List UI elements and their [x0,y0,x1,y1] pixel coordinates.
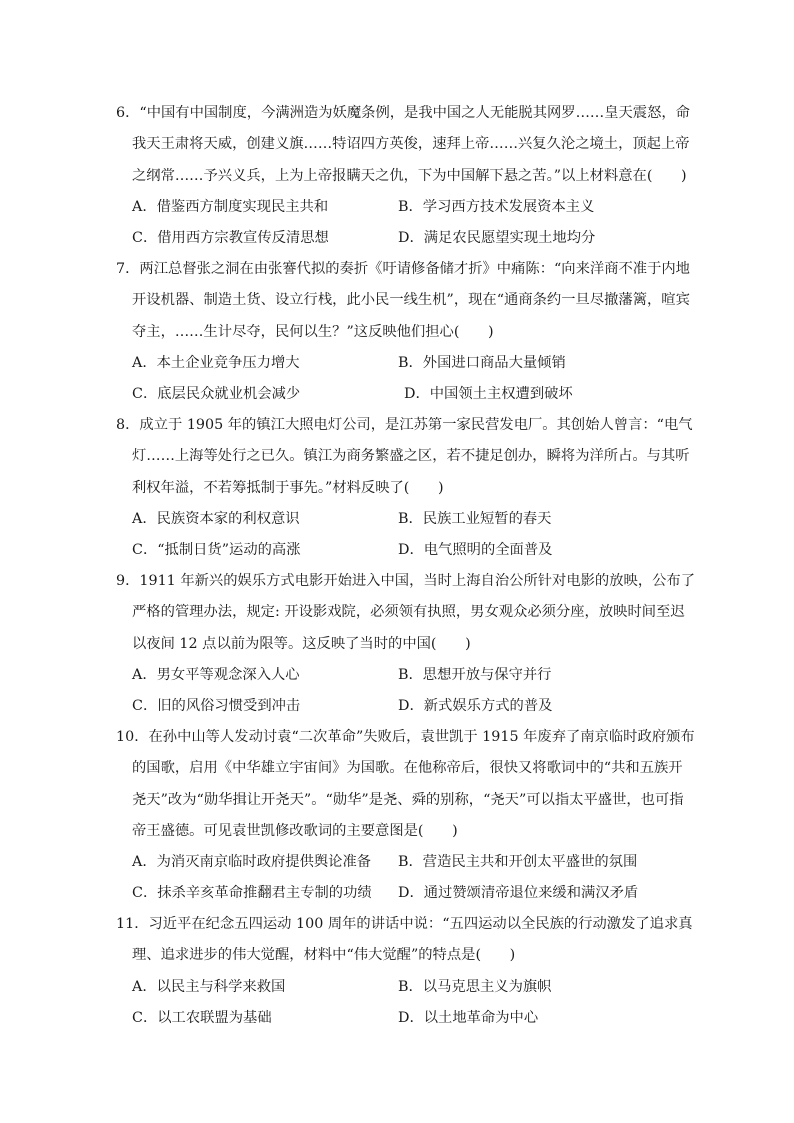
question-9-options-row-2 [132,691,682,722]
question-11-stem-line-1: 11．习近平在纪念五四运动 100 周年的讲话中说：“五四运动以全民族的行动激发了追求真 [116,916,693,932]
question-10-option-b[interactable]: B．营造民主共和开创太平盛世的氛围 [398,854,638,871]
question-10-options-row-1 [132,847,682,878]
question-6-option-c[interactable]: C．借用西方宗教宣传反清思想 [132,230,329,247]
question-6-option-d[interactable]: D．满足农民愿望实现土地均分 [398,230,596,247]
question-10-option-a[interactable]: A．为消灭南京临时政府提供舆论准备 [132,854,372,871]
question-6-option-a[interactable]: A．借鉴西方制度实现民主共和 [132,198,329,215]
question-7-options-row-1 [132,348,682,379]
question-11 [116,909,693,1034]
question-9-option-c[interactable]: C．旧的风俗习惯受到冲击 [132,698,301,715]
question-10-stem-line-3: 尧天”改为“勋华揖让开尧天”。“勋华”是尧、舜的别称，“尧天”可以指太平盛世，也可指 [132,791,684,808]
question-9-stem-line-2: 严格的管理办法，规定: 开设影戏院，必须领有执照，男女观众必须分座，放映时间至迟 [132,604,685,621]
question-10-options-row-2 [132,878,682,909]
question-6-stem-line-2: 我天王肃将天威，创建义旗……特诏四方英俊，速拜上帝……兴复久沦之境土，顶起上帝 [132,136,690,153]
question-7-stem-line-2: 开设机器、制造土货、设立行栈，此小民一线生机”，现在“通商条约一旦尽撤藩篱，喧宾 [132,292,690,309]
question-7-stem-line-1: 7．两江总督张之洞在由张謇代拟的奏折《吁请修备储才折》中痛陈：“向来洋商不准于内地 [116,261,690,277]
question-10-stem-line-1: 10．在孙中山等人发动讨袁“二次革命”失败后，袁世凯于 1915 年废弃了南京临时政府颁布 [116,729,695,745]
question-8-option-b[interactable]: B．民族工业短暂的春天 [398,510,552,527]
question-6-options-row-2 [132,223,682,254]
question-8-options-row-2 [132,535,682,566]
question-9 [116,566,696,722]
question-8-options-row-1 [132,504,682,535]
question-9-stem-line-3: 以夜间 12 点以前为限等。这反映了当时的中国( ) [132,635,471,652]
question-9-option-d[interactable]: D．新式娱乐方式的普及 [398,698,553,715]
question-11-option-b[interactable]: B．以马克思主义为旗帜 [398,978,552,995]
question-9-option-b[interactable]: B．思想开放与保守并行 [398,666,552,683]
question-11-options-row-2 [132,1003,682,1034]
question-7-stem-line-3: 夺主，……生计尽夺，民何以生？”这反映他们担心( ) [132,323,494,340]
question-10-option-c[interactable]: C．抹杀辛亥革命推翻君主专制的功绩 [132,885,372,902]
question-11-options-row-1 [132,972,682,1003]
question-8-stem-line-2: 灯……上海等处行之已久。镇江为商务繁盛之区，若不捷足创办，瞬将为洋所占。与其听 [132,448,690,465]
question-8-stem-line-1: 8．成立于 1905 年的镇江大照电灯公司，是江苏第一家民营发电厂。其创始人曾言：“电气 [116,417,693,433]
question-9-option-a[interactable]: A．男女平等观念深入人心 [132,666,300,683]
question-8-stem-line-3: 利权年溢，不若筹抵制于事先。”材料反映了( ) [132,479,444,496]
question-6-stem-line-1: 6．“中国有中国制度，今满洲造为妖魔条例，是我中国之人无能脱其网罗……皇天震怒，命 [116,105,690,121]
question-7-option-b[interactable]: B．外国进口商品大量倾销 [398,354,566,371]
question-10-option-d[interactable]: D．通过赞颂清帝退位来缓和满汉矛盾 [398,885,639,902]
question-6 [116,98,690,254]
question-11-stem-line-2: 理、追求进步的伟大觉醒，材料中“伟大觉醒”的特点是( ) [132,947,516,964]
question-8-option-a[interactable]: A．民族资本家的利权意识 [132,510,300,527]
question-9-options-row-1 [132,660,682,691]
question-11-option-a[interactable]: A．以民主与科学来救国 [132,978,286,995]
question-8-option-c[interactable]: C．“抵制日货”运动的高涨 [132,542,301,559]
question-7-option-a[interactable]: A．本土企业竞争压力增大 [132,354,300,371]
question-7-option-c[interactable]: C．底层民众就业机会减少 [132,386,301,403]
question-7-option-d[interactable]: D．中国领土主权遭到破坏 [404,386,573,403]
question-6-options-row-1 [132,192,682,223]
question-11-option-d[interactable]: D．以土地革命为中心 [398,1009,539,1026]
question-8 [116,410,693,566]
question-7-options-row-2 [132,379,682,410]
question-10-stem-line-4: 帝王盛德。可见袁世凯修改歌词的主要意图是( ) [132,822,458,839]
question-9-stem-line-1: 9．1911 年新兴的娱乐方式电影开始进入中国，当时上海自治公所针对电影的放映，公布了 [116,573,696,589]
question-10 [116,722,695,910]
question-10-stem-line-2: 的国歌，启用《中华雄立宇宙间》为国歌。在他称帝后，很快又将歌词中的“共和五族开 [132,760,683,777]
question-6-option-b[interactable]: B．学习西方技术发展资本主义 [398,198,595,215]
question-8-option-d[interactable]: D．电气照明的全面普及 [398,542,553,559]
question-11-option-c[interactable]: C．以工农联盟为基础 [132,1009,272,1026]
question-7 [116,254,690,410]
question-6-stem-line-3: 之纲常……予兴义兵，上为上帝报瞒天之仇，下为中国解下悬之苦。”以上材料意在( ) [132,167,687,184]
